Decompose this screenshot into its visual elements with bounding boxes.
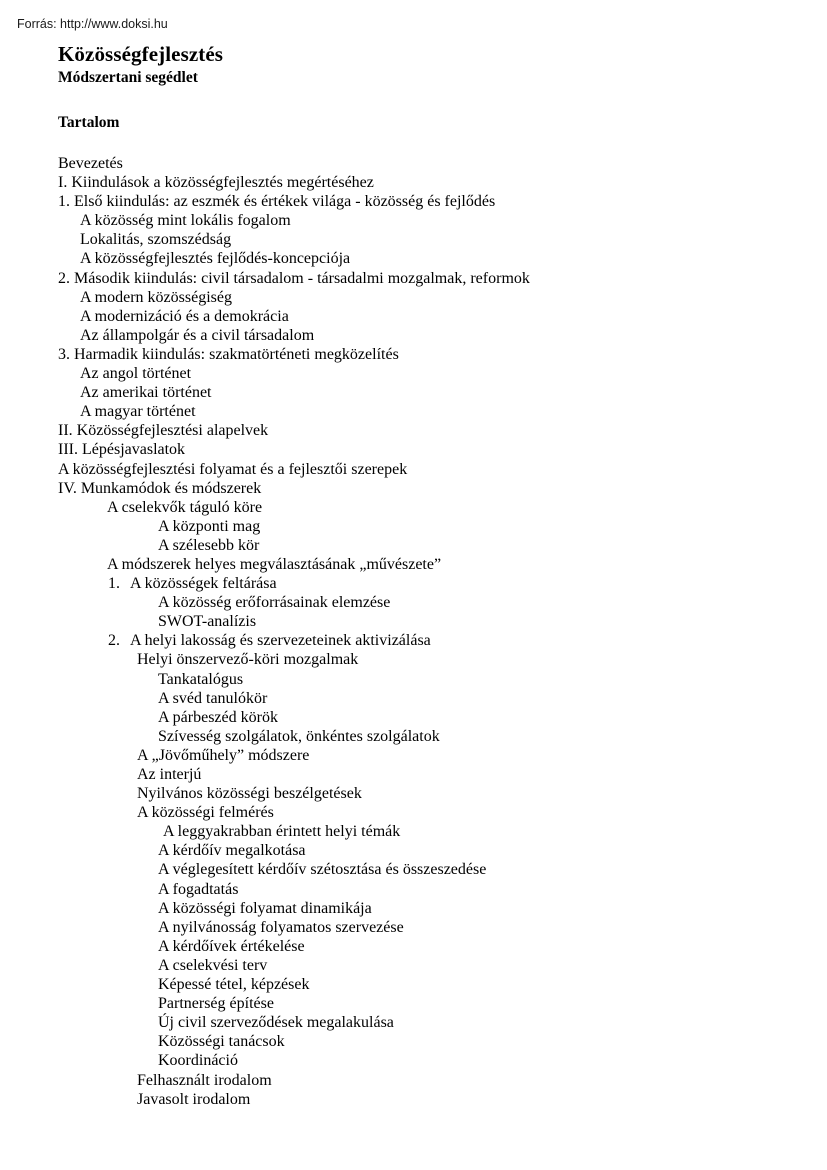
toc-entry: A nyilvánosság folyamatos szervezése bbox=[158, 918, 404, 936]
toc-entry: Helyi önszervező-köri mozgalmak bbox=[137, 651, 359, 669]
toc-entry: A fogadtatás bbox=[158, 880, 239, 898]
document-title: Közösségfejlesztés bbox=[58, 42, 224, 66]
toc-entry bbox=[0, 631, 827, 650]
document-body bbox=[0, 42, 827, 1109]
toc-entry: Lokalitás, szomszédság bbox=[80, 231, 232, 249]
toc-entry-label: A közösségek feltárása bbox=[130, 575, 277, 593]
toc-entry: Az interjú bbox=[137, 766, 202, 783]
toc-entry: A közösségfejlesztési folyamat és a fejlesztői szerepek bbox=[58, 460, 408, 478]
toc-entry: IV. Munkamódok és módszerek bbox=[58, 479, 262, 497]
toc-entry: A módszerek helyes megválasztásának „művészete” bbox=[107, 555, 442, 573]
toc-entry: A kérdőívek értékelése bbox=[158, 937, 305, 955]
toc-entry: A modern közösségiség bbox=[80, 288, 232, 306]
toc-entry-number: 1. bbox=[108, 575, 120, 593]
toc-entry: A svéd tanulókör bbox=[158, 689, 268, 707]
toc-entry: Bevezetés bbox=[58, 155, 123, 172]
toc-entry: 3. Harmadik kiindulás: szakmatörténeti megközelítés bbox=[58, 345, 399, 363]
source-watermark: Forrás: http://www.doksi.hu bbox=[17, 17, 168, 31]
toc-entry: Koordináció bbox=[158, 1052, 238, 1070]
toc-entry: A közösség erőforrásainak elemzése bbox=[158, 594, 391, 612]
toc-entry: A „Jövőműhely” módszere bbox=[137, 746, 310, 764]
table-of-contents-heading: Tartalom bbox=[58, 114, 120, 131]
toc-entry: Új civil szerveződések megalakulása bbox=[158, 1014, 394, 1032]
toc-entry: A magyar történet bbox=[80, 403, 196, 421]
toc-entry: A közösség mint lokális fogalom bbox=[80, 212, 291, 230]
toc-entry: Az angol történet bbox=[80, 365, 192, 383]
toc-entry: Javasolt irodalom bbox=[137, 1090, 251, 1108]
toc-entry-number: 2. bbox=[108, 632, 120, 650]
toc-entry-label: A helyi lakosság és szervezeteinek aktivizálása bbox=[130, 632, 431, 650]
toc-entry: Az állampolgár és a civil társadalom bbox=[80, 326, 315, 344]
toc-entry: 1. Első kiindulás: az eszmék és értékek világa - közösség és fejlődés bbox=[58, 193, 496, 211]
document-subtitle: Módszertani segédlet bbox=[58, 69, 198, 86]
toc-entry: II. Közösségfejlesztési alapelvek bbox=[58, 422, 269, 440]
toc-entry: A központi mag bbox=[158, 517, 261, 535]
toc-entry: Tankatalógus bbox=[158, 670, 244, 688]
toc-entry: I. Kiindulások a közösségfejlesztés megértéséhez bbox=[58, 174, 374, 192]
table-of-contents-list bbox=[0, 132, 827, 1109]
toc-entry: A közösségfejlesztés fejlődés-koncepciója bbox=[80, 250, 351, 268]
toc-entry: Az amerikai történet bbox=[80, 384, 212, 402]
toc-entry: Nyilvános közösségi beszélgetések bbox=[137, 785, 362, 803]
toc-entry: Közösségi tanácsok bbox=[158, 1033, 285, 1051]
toc-entry: Partnerség építése bbox=[158, 995, 274, 1013]
toc-entry: A párbeszéd körök bbox=[158, 708, 278, 726]
toc-entry: A közösségi felmérés bbox=[137, 804, 274, 822]
toc-entry: 2. Második kiindulás: civil társadalom - társadalmi mozgalmak, reformok bbox=[58, 269, 530, 287]
toc-entry: A közösségi folyamat dinamikája bbox=[158, 899, 372, 917]
toc-entry: A cselekvők táguló köre bbox=[107, 498, 263, 516]
toc-entry bbox=[0, 574, 827, 593]
toc-entry: Képessé tétel, képzések bbox=[158, 976, 310, 994]
toc-entry: A cselekvési terv bbox=[158, 956, 268, 974]
toc-entry: A leggyakrabban érintett helyi témák bbox=[163, 823, 401, 841]
toc-entry: III. Lépésjavaslatok bbox=[58, 441, 186, 459]
toc-entry: A véglegesített kérdőív szétosztása és összeszedése bbox=[158, 861, 487, 879]
toc-entry: Felhasznált irodalom bbox=[137, 1071, 272, 1089]
toc-entry: A szélesebb kör bbox=[158, 536, 260, 554]
toc-entry: A modernizáció és a demokrácia bbox=[80, 307, 289, 325]
toc-entry: Szívesség szolgálatok, önkéntes szolgálatok bbox=[158, 727, 440, 745]
toc-entry: SWOT-analízis bbox=[158, 613, 257, 631]
toc-entry: A kérdőív megalkotása bbox=[158, 842, 306, 860]
